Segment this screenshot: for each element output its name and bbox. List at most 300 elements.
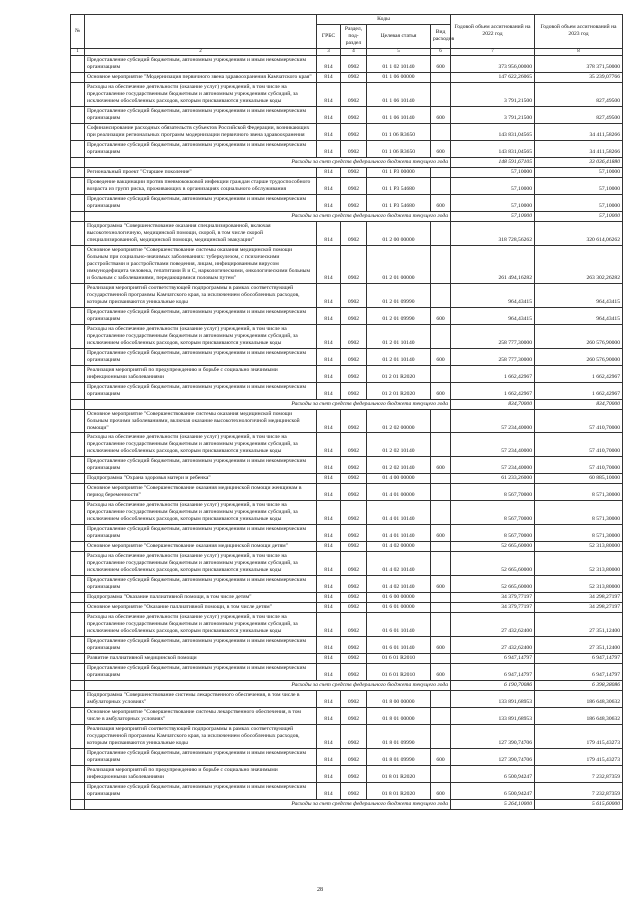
razdel-code: 0902 <box>341 654 367 664</box>
year1-amount: 6 190,70086 <box>451 681 535 691</box>
razdel-code: 0902 <box>341 765 367 782</box>
row-name: Предоставление субсидий бюджетным, автономным учреждениям и иным некоммерческим организациям <box>85 782 317 799</box>
razdel-code: 0902 <box>341 593 367 603</box>
target-code: 01 2 01 10140 <box>367 348 431 365</box>
row-no-cell <box>71 307 85 324</box>
grbs-code: 814 <box>317 613 341 637</box>
expense-type-code <box>431 245 451 283</box>
grbs-code: 814 <box>317 501 341 525</box>
table-row <box>71 654 623 664</box>
year2-amount: 27 351,12400 <box>535 637 623 654</box>
row-no-cell <box>71 637 85 654</box>
year1-amount: 964,43415 <box>451 307 535 324</box>
row-no-cell <box>71 433 85 457</box>
row-no-cell <box>71 324 85 348</box>
year2-amount: 8 571,30000 <box>535 501 623 525</box>
row-no-cell <box>71 613 85 637</box>
grbs-code: 814 <box>317 525 341 542</box>
row-name: Расходы на обеспечение деятельности (оказание услуг) учреждений, в том числе на предоставление государственным бюджетным и автономным учреждениям субсидий, за исключением обособленных расходов, которым присваиваются уникальные коды <box>85 501 317 525</box>
year1-amount: 52 665,60000 <box>451 576 535 593</box>
grbs-code: 814 <box>317 194 341 211</box>
year2-amount: 34 411,58266 <box>535 124 623 141</box>
year1-amount: 27 432,62400 <box>451 613 535 637</box>
table-row <box>71 552 623 576</box>
row-name: Предоставление субсидий бюджетным, автономным учреждениям и иным некоммерческим организациям <box>85 457 317 474</box>
expense-type-code <box>431 691 451 708</box>
expense-type-code <box>431 283 451 307</box>
year1-amount: 57,10000 <box>451 194 535 211</box>
expense-type-code <box>431 765 451 782</box>
expense-type-code <box>431 409 451 433</box>
year1-amount: 1 662,42967 <box>451 382 535 399</box>
row-no-cell <box>71 484 85 501</box>
expense-type-code <box>431 593 451 603</box>
year1-amount: 133 891,68953 <box>451 707 535 724</box>
row-name: Предоставление субсидий бюджетным, автономным учреждениям и иным некоммерческим организациям <box>85 141 317 158</box>
razdel-code: 0902 <box>341 637 367 654</box>
grbs-code: 814 <box>317 433 341 457</box>
grbs-code: 814 <box>317 603 341 613</box>
expense-type-code <box>431 433 451 457</box>
expense-type-code: 600 <box>431 664 451 681</box>
target-code: 01 6 00 00000 <box>367 593 431 603</box>
grbs-code: 814 <box>317 141 341 158</box>
index-cell: 4 <box>341 48 367 55</box>
year2-amount: 1 662,42967 <box>535 365 623 382</box>
year2-amount: 57 410,70000 <box>535 409 623 433</box>
row-name: Основное мероприятие "Оказание паллиативной помощи, в том числе детям" <box>85 603 317 613</box>
razdel-code: 0902 <box>341 707 367 724</box>
expense-type-code <box>431 603 451 613</box>
expense-type-code: 600 <box>431 56 451 73</box>
row-name: Софинансирование расходных обязательств субъектов Российской Федерации, возникающих при реализации региональных программ модернизации первичного звена здравоохранения <box>85 124 317 141</box>
target-code: 01 4 01 10140 <box>367 525 431 542</box>
table-row <box>71 748 623 765</box>
table-row <box>71 664 623 681</box>
row-no-cell <box>71 167 85 177</box>
table-row <box>71 124 623 141</box>
year2-amount: 57 410,70000 <box>535 433 623 457</box>
row-no-cell <box>71 707 85 724</box>
year2-amount: 60 885,10000 <box>535 474 623 484</box>
year2-amount: 7 232,87359 <box>535 782 623 799</box>
year1-amount: 52 665,60000 <box>451 542 535 552</box>
target-code: 01 4 02 10140 <box>367 576 431 593</box>
table-row <box>71 484 623 501</box>
year1-amount: 143 831,04565 <box>451 141 535 158</box>
row-no-cell <box>71 211 85 221</box>
target-code: 01 1 P3 54680 <box>367 194 431 211</box>
index-cell: 8 <box>535 48 623 55</box>
grbs-code: 814 <box>317 765 341 782</box>
index-cell: 6 <box>431 48 451 55</box>
target-code: 01 4 01 10140 <box>367 501 431 525</box>
row-name: Основное мероприятие "Совершенствование оказания медицинской помощи детям" <box>85 542 317 552</box>
row-name: Основное мероприятие "Совершенствование системы оказания медицинской помощи больным прочими заболеваниями, включая оказание высокотехнологичной медицинской помощи" <box>85 409 317 433</box>
grbs-code: 814 <box>317 691 341 708</box>
expense-type-code: 600 <box>431 107 451 124</box>
year2-amount: 834,70000 <box>535 399 623 409</box>
row-no-cell <box>71 782 85 799</box>
target-code: 01 2 02 10140 <box>367 457 431 474</box>
target-code: 01 6 01 00000 <box>367 603 431 613</box>
year1-amount: 148 591,67105 <box>451 158 535 168</box>
year1-amount: 57,10000 <box>451 211 535 221</box>
grbs-code: 814 <box>317 167 341 177</box>
year1-amount: 8 567,70000 <box>451 525 535 542</box>
razdel-code: 0902 <box>341 194 367 211</box>
grbs-code: 814 <box>317 457 341 474</box>
grbs-code: 814 <box>317 365 341 382</box>
table-row <box>71 501 623 525</box>
year2-amount: 52 313,80000 <box>535 576 623 593</box>
razdel-code: 0902 <box>341 382 367 399</box>
razdel-code: 0902 <box>341 457 367 474</box>
grbs-code: 814 <box>317 409 341 433</box>
row-name: Расходы на обеспечение деятельности (оказание услуг) учреждений, в том числе на предоставление государственным бюджетным и автономным учреждениям субсидий, за исключением обособленных расходов, которым присваиваются уникальные коды <box>85 433 317 457</box>
subtotal-row <box>71 799 623 809</box>
razdel-code: 0902 <box>341 552 367 576</box>
header-index-row <box>71 48 623 55</box>
row-no-cell <box>71 552 85 576</box>
razdel-code: 0902 <box>341 73 367 83</box>
razdel-code: 0902 <box>341 324 367 348</box>
grbs-code: 814 <box>317 474 341 484</box>
target-code: 01 4 00 00000 <box>367 474 431 484</box>
row-no-cell <box>71 501 85 525</box>
razdel-code: 0902 <box>341 525 367 542</box>
table-row <box>71 382 623 399</box>
year1-amount: 61 233,26000 <box>451 474 535 484</box>
year1-amount: 373 956,00000 <box>451 56 535 73</box>
grbs-code: 814 <box>317 542 341 552</box>
row-no-cell <box>71 194 85 211</box>
row-name: Проведение вакцинации против пневмококковой инфекции граждан старше трудоспособного возраста из групп риска, проживающих в организациях социального обслуживания <box>85 177 317 194</box>
grbs-code: 814 <box>317 552 341 576</box>
row-name: Предоставление субсидий бюджетным, автономным учреждениям и иным некоммерческим организациям <box>85 307 317 324</box>
year2-amount: 57 410,70000 <box>535 457 623 474</box>
target-code: 01 4 01 00000 <box>367 484 431 501</box>
row-no-cell <box>71 124 85 141</box>
row-no-cell <box>71 799 85 809</box>
row-name: Подпрограмма "Совершенствование оказания специализированной, включая высокотехнологичную, медицинской помощи, скорой, в том числе скорой специализированной, медицинской помощи, медицинской эвакуации" <box>85 221 317 245</box>
index-cell: 2 <box>85 48 317 55</box>
row-name: Предоставление субсидий бюджетным, автономным учреждениям и иным некоммерческим организациям <box>85 576 317 593</box>
year2-amount: 7 232,87359 <box>535 765 623 782</box>
table-row <box>71 724 623 748</box>
expense-type-code <box>431 542 451 552</box>
year2-amount: 186 648,30632 <box>535 691 623 708</box>
table-row <box>71 691 623 708</box>
row-name: Развитие паллиативной медицинской помощи <box>85 654 317 664</box>
table-row <box>71 474 623 484</box>
year1-amount: 133 891,68953 <box>451 691 535 708</box>
row-no-cell <box>71 576 85 593</box>
grbs-code: 814 <box>317 73 341 83</box>
grbs-code: 814 <box>317 221 341 245</box>
header-target: Целевая статья <box>367 24 431 48</box>
grbs-code: 814 <box>317 748 341 765</box>
year1-amount: 6 947,14797 <box>451 664 535 681</box>
row-no-cell <box>71 765 85 782</box>
subtotal-label: Расходы за счет средств федерального бюджета текущего года <box>85 211 451 221</box>
expense-type-code <box>431 501 451 525</box>
row-no-cell <box>71 399 85 409</box>
year1-amount: 34 379,77197 <box>451 603 535 613</box>
year1-amount: 27 432,62400 <box>451 637 535 654</box>
table-row <box>71 83 623 107</box>
year2-amount: 964,43415 <box>535 283 623 307</box>
header-razdel: Раздел, под-раздел <box>341 24 367 48</box>
row-name: Предоставление субсидий бюджетным, автономным учреждениям и иным некоммерческим организациям <box>85 525 317 542</box>
year2-amount: 52 313,80000 <box>535 542 623 552</box>
year1-amount: 6 500,94247 <box>451 782 535 799</box>
header-year2: Годовой объем ассигнований на 2023 год <box>535 15 623 49</box>
razdel-code: 0902 <box>341 576 367 593</box>
year2-amount: 5 615,60000 <box>535 799 623 809</box>
expense-type-code: 600 <box>431 782 451 799</box>
row-no-cell <box>71 221 85 245</box>
budget-table <box>70 14 623 810</box>
table-row <box>71 324 623 348</box>
razdel-code: 0902 <box>341 691 367 708</box>
table-row <box>71 765 623 782</box>
year1-amount: 143 831,04565 <box>451 124 535 141</box>
target-code: 01 1 06 10140 <box>367 107 431 124</box>
target-code: 01 1 06 R3650 <box>367 124 431 141</box>
year1-amount: 318 728,56262 <box>451 221 535 245</box>
row-name: Расходы на обеспечение деятельности (оказание услуг) учреждений, в том числе на предоставление государственным бюджетным и автономным учреждениям субсидий, за исключением обособленных расходов, которым присваиваются уникальные коды <box>85 83 317 107</box>
row-no-cell <box>71 748 85 765</box>
target-code: 01 1 P3 00000 <box>367 167 431 177</box>
row-no-cell <box>71 457 85 474</box>
expense-type-code: 600 <box>431 141 451 158</box>
grbs-code: 814 <box>317 56 341 73</box>
subtotal-label: Расходы за счет средств федерального бюджета текущего года <box>85 799 451 809</box>
year2-amount: 57,10000 <box>535 167 623 177</box>
table-row <box>71 365 623 382</box>
table-row <box>71 433 623 457</box>
grbs-code: 814 <box>317 593 341 603</box>
expense-type-code <box>431 724 451 748</box>
index-cell: 1 <box>71 48 85 55</box>
index-cell: 5 <box>367 48 431 55</box>
index-cell: 7 <box>451 48 535 55</box>
row-name: Подпрограмма "Оказание паллиативной помощи, в том числе детям" <box>85 593 317 603</box>
target-code: 01 1 P3 54680 <box>367 177 431 194</box>
table-row <box>71 613 623 637</box>
table-row <box>71 593 623 603</box>
row-name: Подпрограмма "Совершенствование системы лекарственного обеспечения, в том числе в амбулаторных условиях" <box>85 691 317 708</box>
row-name: Подпрограмма "Охрана здоровья матери и ребенка" <box>85 474 317 484</box>
grbs-code: 814 <box>317 382 341 399</box>
row-name: Реализация мероприятий соответствующей подпрограммы в рамках соответствующей государственной программы Камчатского края, за исключением обособленных расходов, которым присваиваются уникальные коды <box>85 724 317 748</box>
table-row <box>71 348 623 365</box>
target-code: 01 2 01 R2020 <box>367 365 431 382</box>
expense-type-code: 600 <box>431 637 451 654</box>
year1-amount: 1 662,42967 <box>451 365 535 382</box>
target-code: 01 2 01 09990 <box>367 283 431 307</box>
year2-amount: 34 298,27197 <box>535 593 623 603</box>
year1-amount: 6 947,14797 <box>451 654 535 664</box>
row-name: Региональный проект "Старшее поколение" <box>85 167 317 177</box>
year1-amount: 258 777,30000 <box>451 348 535 365</box>
year2-amount: 964,43415 <box>535 307 623 324</box>
year2-amount: 260 576,90000 <box>535 348 623 365</box>
target-code: 01 2 01 R2020 <box>367 382 431 399</box>
year1-amount: 6 500,94247 <box>451 765 535 782</box>
year1-amount: 57 234,40000 <box>451 409 535 433</box>
target-code: 01 2 02 10140 <box>367 433 431 457</box>
row-no-cell <box>71 603 85 613</box>
header-expense-type: Вид расходов <box>431 24 451 48</box>
year1-amount: 57,10000 <box>451 177 535 194</box>
razdel-code: 0902 <box>341 664 367 681</box>
grbs-code: 814 <box>317 283 341 307</box>
table-row <box>71 177 623 194</box>
row-name: Предоставление субсидий бюджетным, автономным учреждениям и иным некоммерческим организациям <box>85 748 317 765</box>
grbs-code: 814 <box>317 177 341 194</box>
table-row <box>71 283 623 307</box>
target-code: 01 2 02 00000 <box>367 409 431 433</box>
year2-amount: 1 662,42967 <box>535 382 623 399</box>
table-row <box>71 73 623 83</box>
razdel-code: 0902 <box>341 83 367 107</box>
expense-type-code <box>431 613 451 637</box>
expense-type-code <box>431 654 451 664</box>
target-code: 01 8 01 09990 <box>367 748 431 765</box>
grbs-code: 814 <box>317 664 341 681</box>
expense-type-code: 600 <box>431 194 451 211</box>
header-year1: Годовой объем ассигнований на 2022 год <box>451 15 535 49</box>
year1-amount: 57,10000 <box>451 167 535 177</box>
year2-amount: 27 351,12400 <box>535 613 623 637</box>
expense-type-code <box>431 83 451 107</box>
year2-amount: 186 648,30632 <box>535 707 623 724</box>
grbs-code: 814 <box>317 245 341 283</box>
year1-amount: 5 264,10000 <box>451 799 535 809</box>
target-code: 01 2 00 00000 <box>367 221 431 245</box>
table-row <box>71 141 623 158</box>
razdel-code: 0902 <box>341 613 367 637</box>
table-row <box>71 525 623 542</box>
year2-amount: 378 371,50000 <box>535 56 623 73</box>
year2-amount: 33 036,41880 <box>535 158 623 168</box>
target-code: 01 2 01 09990 <box>367 307 431 324</box>
subtotal-row <box>71 211 623 221</box>
target-code: 01 8 01 00000 <box>367 707 431 724</box>
row-name: Предоставление субсидий бюджетным, автономным учреждениям и иным некоммерческим организациям <box>85 348 317 365</box>
target-code: 01 1 06 R3650 <box>367 141 431 158</box>
year2-amount: 6 947,14797 <box>535 664 623 681</box>
year2-amount: 57,10000 <box>535 177 623 194</box>
header-no: № <box>71 15 85 49</box>
row-name: Расходы на обеспечение деятельности (оказание услуг) учреждений, в том числе на предоставление государственным бюджетным и автономным учреждениям субсидий, за исключением обособленных расходов, которым присваиваются уникальные коды <box>85 613 317 637</box>
subtotal-row <box>71 681 623 691</box>
year2-amount: 320 614,06262 <box>535 221 623 245</box>
table-row <box>71 542 623 552</box>
table-row <box>71 56 623 73</box>
row-no-cell <box>71 691 85 708</box>
expense-type-code <box>431 124 451 141</box>
subtotal-label: Расходы за счет средств федерального бюджета текущего года <box>85 158 451 168</box>
year1-amount: 127 390,74706 <box>451 724 535 748</box>
expense-type-code <box>431 73 451 83</box>
target-code: 01 4 02 10140 <box>367 552 431 576</box>
year2-amount: 827,49500 <box>535 83 623 107</box>
row-no-cell <box>71 681 85 691</box>
row-name: Основное мероприятие "Модернизация первичного звена здравоохранения Камчатского края" <box>85 73 317 83</box>
table-row <box>71 221 623 245</box>
row-name: Основное мероприятие "Совершенствование системы лекарственного обеспечения, в том числе в амбулаторных условиях" <box>85 707 317 724</box>
target-code: 01 1 06 10140 <box>367 83 431 107</box>
table-row <box>71 307 623 324</box>
expense-type-code <box>431 221 451 245</box>
target-code: 01 6 01 10140 <box>367 613 431 637</box>
row-no-cell <box>71 365 85 382</box>
subtotal-row <box>71 399 623 409</box>
target-code: 01 2 01 00000 <box>367 245 431 283</box>
expense-type-code: 600 <box>431 457 451 474</box>
year1-amount: 8 567,70000 <box>451 501 535 525</box>
target-code: 01 8 00 00000 <box>367 691 431 708</box>
razdel-code: 0902 <box>341 782 367 799</box>
year2-amount: 52 313,80000 <box>535 552 623 576</box>
row-name: Предоставление субсидий бюджетным, автономным учреждениям и иным некоммерческим организациям <box>85 107 317 124</box>
table-row <box>71 576 623 593</box>
table-row <box>71 457 623 474</box>
razdel-code: 0902 <box>341 484 367 501</box>
row-no-cell <box>71 245 85 283</box>
razdel-code: 0902 <box>341 348 367 365</box>
razdel-code: 0902 <box>341 542 367 552</box>
year2-amount: 8 571,30000 <box>535 484 623 501</box>
razdel-code: 0902 <box>341 56 367 73</box>
expense-type-code <box>431 707 451 724</box>
year1-amount: 261 494,16282 <box>451 245 535 283</box>
expense-type-code: 600 <box>431 525 451 542</box>
header-codes: Коды <box>317 15 451 25</box>
expense-type-code: 600 <box>431 382 451 399</box>
row-no-cell <box>71 724 85 748</box>
row-no-cell <box>71 141 85 158</box>
target-code: 01 8 01 R2020 <box>367 765 431 782</box>
row-name: Основное мероприятие "Совершенствование оказания медицинской помощи женщинам в период беременности" <box>85 484 317 501</box>
row-no-cell <box>71 474 85 484</box>
grbs-code: 814 <box>317 782 341 799</box>
razdel-code: 0902 <box>341 307 367 324</box>
table-row <box>71 782 623 799</box>
razdel-code: 0902 <box>341 474 367 484</box>
year1-amount: 3 791,21500 <box>451 83 535 107</box>
row-no-cell <box>71 664 85 681</box>
grbs-code: 814 <box>317 637 341 654</box>
razdel-code: 0902 <box>341 365 367 382</box>
row-name: Реализация мероприятий по предупреждению и борьбе с социально значимыми инфекционными заболеваниями <box>85 765 317 782</box>
row-no-cell <box>71 593 85 603</box>
year1-amount: 8 567,70000 <box>451 484 535 501</box>
expense-type-code: 600 <box>431 307 451 324</box>
row-no-cell <box>71 283 85 307</box>
razdel-code: 0902 <box>341 748 367 765</box>
target-code: 01 4 02 00000 <box>367 542 431 552</box>
subtotal-row <box>71 158 623 168</box>
razdel-code: 0902 <box>341 409 367 433</box>
row-no-cell <box>71 107 85 124</box>
expense-type-code <box>431 552 451 576</box>
expense-type-code: 600 <box>431 576 451 593</box>
razdel-code: 0902 <box>341 177 367 194</box>
